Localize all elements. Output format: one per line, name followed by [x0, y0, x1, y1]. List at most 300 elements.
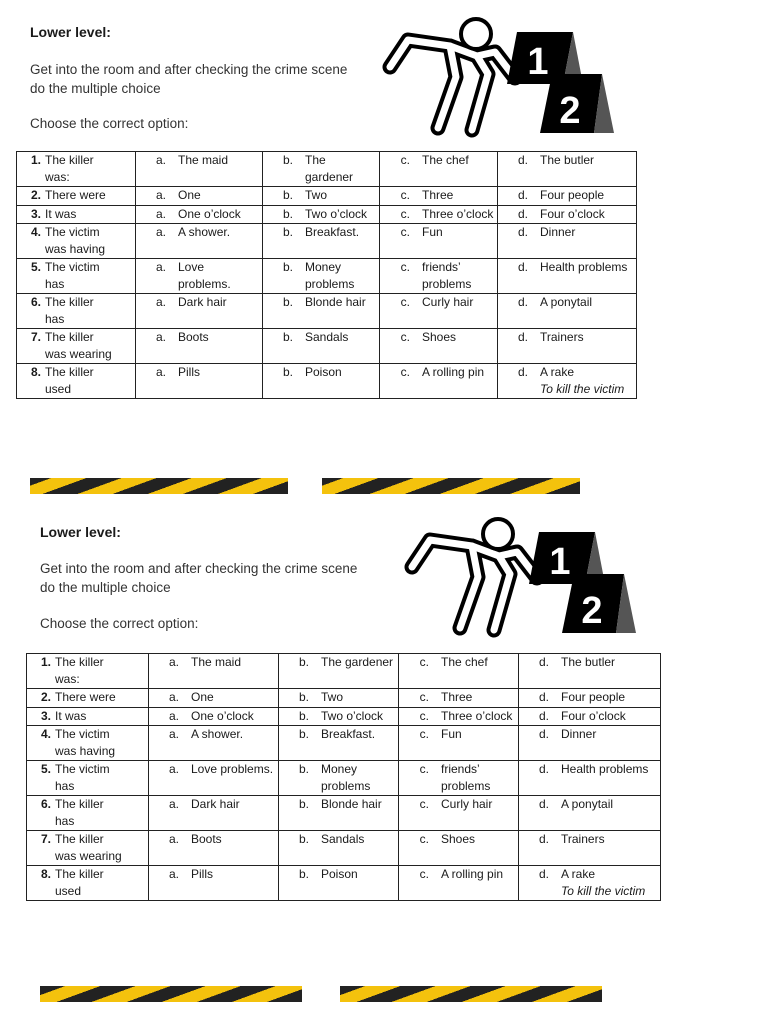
- option-text-wrap: [305, 259, 379, 292]
- question-cell: [17, 294, 136, 329]
- option-text: Shoes: [441, 832, 476, 846]
- option-text-wrap: [321, 831, 398, 848]
- answer-option[interactable]: [263, 364, 380, 399]
- option-text-wrap: [305, 224, 379, 241]
- option-text: Four people: [540, 188, 605, 202]
- answer-option[interactable]: [519, 761, 661, 796]
- question-number: 8.: [40, 867, 51, 881]
- option-text-wrap: [305, 364, 379, 381]
- answer-option[interactable]: [399, 866, 519, 901]
- answer-option[interactable]: [519, 654, 661, 689]
- option-letter: d.: [517, 330, 528, 344]
- answer-option[interactable]: [263, 259, 380, 294]
- option-letter: c.: [400, 330, 410, 344]
- option-letter: c.: [419, 867, 429, 881]
- option-letter: a.: [168, 708, 179, 723]
- question-number: 6.: [30, 295, 41, 309]
- option-text: Two o’clock: [305, 206, 368, 221]
- answer-option[interactable]: [519, 796, 661, 831]
- option-letter: b.: [298, 832, 309, 846]
- option-text: Health problems: [540, 260, 628, 274]
- option-text: The maid: [191, 655, 242, 669]
- question-cell: [27, 726, 149, 761]
- question-cell: [17, 152, 136, 187]
- option-text: Curly hair: [422, 295, 474, 309]
- question-text: There were: [45, 188, 106, 202]
- option-text-wrap: [441, 708, 518, 725]
- quiz-table: [26, 653, 661, 901]
- caution-tape-right: [322, 478, 580, 494]
- option-text-wrap: [321, 726, 398, 743]
- option-text-wrap: [321, 689, 398, 706]
- option-text: The chef: [422, 153, 469, 167]
- answer-option[interactable]: [498, 224, 637, 259]
- option-text-wrap: [178, 152, 262, 169]
- option-text-wrap: [191, 708, 278, 725]
- question-row: [17, 294, 637, 329]
- option-letter: c.: [419, 832, 429, 846]
- option-letter: a.: [168, 690, 179, 704]
- answer-option[interactable]: [498, 187, 637, 206]
- option-letter: c.: [419, 708, 429, 723]
- option-text: Breakfast.: [305, 225, 360, 239]
- answer-option[interactable]: [263, 294, 380, 329]
- answer-option[interactable]: [149, 654, 279, 689]
- answer-option[interactable]: [380, 294, 498, 329]
- option-letter: c.: [400, 153, 410, 167]
- answer-option[interactable]: [399, 707, 519, 726]
- answer-option[interactable]: [279, 866, 399, 901]
- option-text-wrap: [561, 866, 660, 899]
- option-text-wrap: [561, 689, 660, 706]
- question-number: 4.: [40, 727, 51, 741]
- option-letter: b.: [298, 690, 309, 704]
- option-text: Boots: [178, 330, 209, 344]
- answer-option[interactable]: [519, 866, 661, 901]
- answer-option[interactable]: [149, 761, 279, 796]
- option-text: Money problems: [305, 260, 355, 291]
- instructions-line-1: Get into the room and after checking the crime scene: [40, 561, 358, 576]
- evidence-marker-2-icon: [562, 574, 636, 633]
- option-text: Dark hair: [178, 295, 227, 309]
- option-text: The butler: [540, 153, 595, 167]
- option-letter: b.: [282, 206, 293, 221]
- question-text: The victim has: [45, 260, 100, 291]
- answer-option[interactable]: [263, 329, 380, 364]
- option-letter: b.: [282, 330, 293, 344]
- option-text-wrap: [561, 796, 660, 813]
- instructions: [30, 60, 347, 98]
- question-text: The killer has: [55, 797, 104, 828]
- answer-option[interactable]: [498, 259, 637, 294]
- option-text-wrap: [540, 259, 636, 276]
- answer-option[interactable]: [399, 831, 519, 866]
- question-row: [17, 224, 637, 259]
- answer-option[interactable]: [279, 831, 399, 866]
- evidence-marker-2-icon: [540, 74, 614, 133]
- option-letter: a.: [155, 295, 166, 309]
- option-letter: a.: [168, 797, 179, 811]
- question-number: 7.: [30, 330, 41, 344]
- question-text: The killer was:: [45, 153, 94, 184]
- answer-option[interactable]: [519, 726, 661, 761]
- answer-option[interactable]: [519, 707, 661, 726]
- question-row: [17, 329, 637, 364]
- question-number: 5.: [30, 260, 41, 274]
- option-text-wrap: [178, 329, 262, 346]
- answer-option[interactable]: [399, 796, 519, 831]
- option-letter: b.: [298, 655, 309, 669]
- answer-option[interactable]: [498, 205, 637, 224]
- answer-option[interactable]: [380, 205, 498, 224]
- option-text: Dark hair: [191, 797, 240, 811]
- option-text: A shower.: [178, 225, 231, 239]
- instructions-line-2: do the multiple choice: [30, 81, 161, 96]
- answer-option[interactable]: [279, 796, 399, 831]
- answer-option[interactable]: [519, 831, 661, 866]
- question-text: The killer used: [55, 867, 104, 898]
- option-text: The gardener: [305, 153, 354, 184]
- option-text: One: [191, 690, 214, 704]
- option-text-wrap: [321, 866, 398, 883]
- question-cell: [17, 259, 136, 294]
- option-letter: a.: [155, 260, 166, 274]
- option-letter: b.: [282, 260, 293, 274]
- option-letter: c.: [400, 188, 410, 202]
- question-cell: [27, 707, 149, 726]
- option-text: Health problems: [561, 762, 649, 776]
- choose-prompt: Choose the correct option:: [40, 616, 199, 631]
- answer-option[interactable]: [136, 205, 263, 224]
- worksheet-heading: Lower level:: [30, 24, 111, 40]
- answer-option[interactable]: [498, 294, 637, 329]
- option-letter: c.: [419, 797, 429, 811]
- answer-option[interactable]: [380, 329, 498, 364]
- answer-option[interactable]: [380, 224, 498, 259]
- option-letter: d.: [538, 727, 549, 741]
- answer-option[interactable]: [136, 187, 263, 206]
- option-text: Fun: [422, 225, 443, 239]
- answer-option[interactable]: [279, 761, 399, 796]
- option-text: Four o’clock: [561, 708, 626, 723]
- crime-scene-illustration: [402, 512, 652, 642]
- question-cell: [27, 831, 149, 866]
- question-row: [17, 259, 637, 294]
- answer-option[interactable]: [149, 707, 279, 726]
- question-row: [17, 187, 637, 206]
- option-text-wrap: [561, 708, 660, 725]
- answer-option[interactable]: [149, 796, 279, 831]
- question-cell: [27, 761, 149, 796]
- answer-option[interactable]: [136, 364, 263, 399]
- answer-option[interactable]: [263, 205, 380, 224]
- answer-option[interactable]: [498, 364, 637, 399]
- question-text: It was: [45, 206, 77, 221]
- option-text: Love problems.: [178, 260, 231, 291]
- option-text: Three o’clock: [441, 708, 513, 723]
- option-letter: d.: [538, 867, 549, 881]
- option-letter: b.: [282, 153, 293, 167]
- option-letter: d.: [517, 260, 528, 274]
- caution-tape-left: [40, 986, 302, 1002]
- question-cell: [27, 689, 149, 708]
- option-text-wrap: [561, 761, 660, 778]
- option-letter: b.: [282, 225, 293, 239]
- option-letter: d.: [517, 188, 528, 202]
- question-number: 8.: [30, 365, 41, 379]
- option-text: One o’clock: [178, 206, 241, 221]
- option-letter: d.: [538, 708, 549, 723]
- option-text-wrap: [178, 224, 262, 241]
- option-text-wrap: [191, 866, 278, 883]
- option-text: Four people: [561, 690, 626, 704]
- worksheet-heading: Lower level:: [40, 524, 121, 540]
- option-text: A ponytail: [540, 295, 593, 309]
- quiz-table: [16, 151, 637, 399]
- option-letter: c.: [400, 206, 410, 221]
- option-text: Breakfast.: [321, 727, 376, 741]
- instructions-line-1: Get into the room and after checking the crime scene: [30, 62, 348, 77]
- option-text: Three o’clock: [422, 206, 494, 221]
- option-text: Love problems.: [191, 762, 274, 776]
- answer-option[interactable]: [399, 761, 519, 796]
- answer-option[interactable]: [498, 152, 637, 187]
- answer-option[interactable]: [279, 707, 399, 726]
- option-text: Four o’clock: [540, 206, 605, 221]
- question-cell: [27, 654, 149, 689]
- option-text-wrap: [422, 206, 497, 223]
- option-text-wrap: [540, 364, 636, 397]
- option-text: Pills: [178, 365, 201, 379]
- option-letter: c.: [400, 365, 410, 379]
- question-number: 2.: [40, 690, 51, 704]
- option-text-wrap: [191, 761, 278, 778]
- question-row: [27, 796, 661, 831]
- answer-option[interactable]: [498, 329, 637, 364]
- option-text: Blonde hair: [305, 295, 366, 309]
- answer-option[interactable]: [149, 726, 279, 761]
- answer-option[interactable]: [279, 689, 399, 708]
- option-letter: a.: [155, 188, 166, 202]
- option-letter: a.: [168, 867, 179, 881]
- marker-1-label: 1: [527, 41, 549, 83]
- option-letter: c.: [419, 690, 429, 704]
- answer-option[interactable]: [399, 654, 519, 689]
- option-text-wrap: [422, 259, 497, 292]
- question-cell: [27, 796, 149, 831]
- option-letter: c.: [419, 762, 429, 776]
- option-letter: d.: [538, 832, 549, 846]
- answer-option[interactable]: [380, 364, 498, 399]
- option-text-wrap: [178, 187, 262, 204]
- option-text: friends’ problems: [422, 260, 472, 291]
- question-cell: [17, 329, 136, 364]
- question-number: 1.: [40, 655, 51, 669]
- option-text-wrap: [540, 152, 636, 169]
- answer-option[interactable]: [149, 689, 279, 708]
- answer-option[interactable]: [136, 152, 263, 187]
- option-letter: d.: [538, 655, 549, 669]
- option-text-wrap: [422, 294, 497, 311]
- instructions: [40, 559, 357, 597]
- option-text-wrap: [305, 294, 379, 311]
- option-letter: c.: [400, 225, 410, 239]
- option-text: Sandals: [305, 330, 349, 344]
- option-text-wrap: [441, 689, 518, 706]
- answer-option[interactable]: [399, 726, 519, 761]
- answer-option[interactable]: [149, 866, 279, 901]
- option-text: Sandals: [321, 832, 365, 846]
- question-text: The victim was having: [55, 727, 116, 758]
- option-text: Trainers: [561, 832, 605, 846]
- option-text: Dinner: [561, 727, 597, 741]
- question-row: [27, 726, 661, 761]
- answer-option[interactable]: [263, 152, 380, 187]
- option-letter: b.: [282, 295, 293, 309]
- answer-option[interactable]: [399, 689, 519, 708]
- option-letter: b.: [298, 797, 309, 811]
- choose-prompt: Choose the correct option:: [30, 116, 189, 131]
- option-text-wrap: [441, 796, 518, 813]
- question-number: 5.: [40, 762, 51, 776]
- option-text: One: [178, 188, 201, 202]
- question-number: 6.: [40, 797, 51, 811]
- question-cell: [17, 187, 136, 206]
- option-text-wrap: [178, 206, 262, 223]
- option-text-wrap: [422, 364, 497, 381]
- option-letter: b.: [282, 365, 293, 379]
- option-letter: c.: [400, 295, 410, 309]
- option-text: Curly hair: [441, 797, 493, 811]
- option-letter: d.: [517, 365, 528, 379]
- option-text-wrap: [422, 152, 497, 169]
- option-text-wrap: [191, 689, 278, 706]
- answer-option[interactable]: [136, 224, 263, 259]
- option-text: Three: [422, 188, 454, 202]
- option-letter: d.: [517, 225, 528, 239]
- option-text-wrap: [441, 831, 518, 848]
- option-letter: b.: [298, 867, 309, 881]
- answer-option[interactable]: [149, 831, 279, 866]
- option-text: A rake: [561, 867, 596, 881]
- option-text-wrap: [191, 796, 278, 813]
- option-letter: a.: [155, 153, 166, 167]
- answer-option[interactable]: [380, 259, 498, 294]
- option-text: friends’ problems: [441, 762, 491, 793]
- option-text: A rolling pin: [422, 365, 485, 379]
- option-text: One o’clock: [191, 708, 254, 723]
- option-text: The butler: [561, 655, 616, 669]
- option-text: Two: [321, 690, 344, 704]
- option-letter: a.: [155, 330, 166, 344]
- question-text: There were: [55, 690, 116, 704]
- question-row: [27, 689, 661, 708]
- option-note: To kill the victim: [561, 883, 646, 898]
- option-letter: b.: [282, 188, 293, 202]
- option-letter: c.: [419, 655, 429, 669]
- option-text: Dinner: [540, 225, 576, 239]
- option-text: Poison: [305, 365, 342, 379]
- instructions-line-2: do the multiple choice: [40, 580, 171, 595]
- option-text: A shower.: [191, 727, 244, 741]
- option-text: Boots: [191, 832, 222, 846]
- marker-2-label: 2: [559, 90, 581, 132]
- answer-option[interactable]: [380, 152, 498, 187]
- option-text: A rake: [540, 365, 575, 379]
- option-letter: a.: [168, 762, 179, 776]
- option-letter: a.: [155, 225, 166, 239]
- option-note: To kill the victim: [540, 381, 625, 396]
- question-number: 3.: [30, 206, 41, 221]
- option-text-wrap: [191, 726, 278, 743]
- caution-tape-left: [30, 478, 288, 494]
- option-letter: c.: [400, 260, 410, 274]
- answer-option[interactable]: [263, 187, 380, 206]
- question-cell: [17, 224, 136, 259]
- question-text: It was: [55, 708, 87, 723]
- answer-option[interactable]: [136, 329, 263, 364]
- option-text: Poison: [321, 867, 358, 881]
- option-text: Three: [441, 690, 473, 704]
- answer-option[interactable]: [279, 726, 399, 761]
- option-text: Fun: [441, 727, 462, 741]
- option-text-wrap: [422, 329, 497, 346]
- option-text-wrap: [178, 364, 262, 381]
- answer-option[interactable]: [279, 654, 399, 689]
- question-cell: [27, 866, 149, 901]
- option-text-wrap: [321, 796, 398, 813]
- option-text-wrap: [178, 259, 262, 292]
- marker-2-label: 2: [581, 590, 603, 632]
- answer-option[interactable]: [519, 689, 661, 708]
- question-text: The victim was having: [45, 225, 106, 256]
- answer-option[interactable]: [136, 294, 263, 329]
- option-text-wrap: [191, 654, 278, 671]
- question-number: 7.: [40, 832, 51, 846]
- question-row: [27, 707, 661, 726]
- caution-tape-right: [340, 986, 602, 1002]
- option-letter: a.: [168, 727, 179, 741]
- question-row: [17, 152, 637, 187]
- option-letter: d.: [538, 762, 549, 776]
- crime-scene-illustration: [380, 12, 630, 142]
- option-letter: b.: [298, 708, 309, 723]
- answer-option[interactable]: [263, 224, 380, 259]
- option-letter: a.: [168, 832, 179, 846]
- option-text-wrap: [540, 329, 636, 346]
- question-number: 1.: [30, 153, 41, 167]
- option-letter: d.: [517, 153, 528, 167]
- option-text-wrap: [561, 654, 660, 671]
- option-letter: d.: [538, 690, 549, 704]
- marker-1-label: 1: [549, 541, 571, 583]
- option-text-wrap: [441, 866, 518, 883]
- option-text: Two o’clock: [321, 708, 384, 723]
- answer-option[interactable]: [380, 187, 498, 206]
- question-cell: [17, 364, 136, 399]
- option-text-wrap: [540, 224, 636, 241]
- answer-option[interactable]: [136, 259, 263, 294]
- question-row: [27, 866, 661, 901]
- option-text-wrap: [441, 654, 518, 671]
- option-text: The chef: [441, 655, 488, 669]
- question-text: The victim has: [55, 762, 110, 793]
- option-text-wrap: [321, 708, 398, 725]
- option-letter: a.: [155, 365, 166, 379]
- option-text: The maid: [178, 153, 229, 167]
- question-cell: [17, 205, 136, 224]
- option-text: A ponytail: [561, 797, 614, 811]
